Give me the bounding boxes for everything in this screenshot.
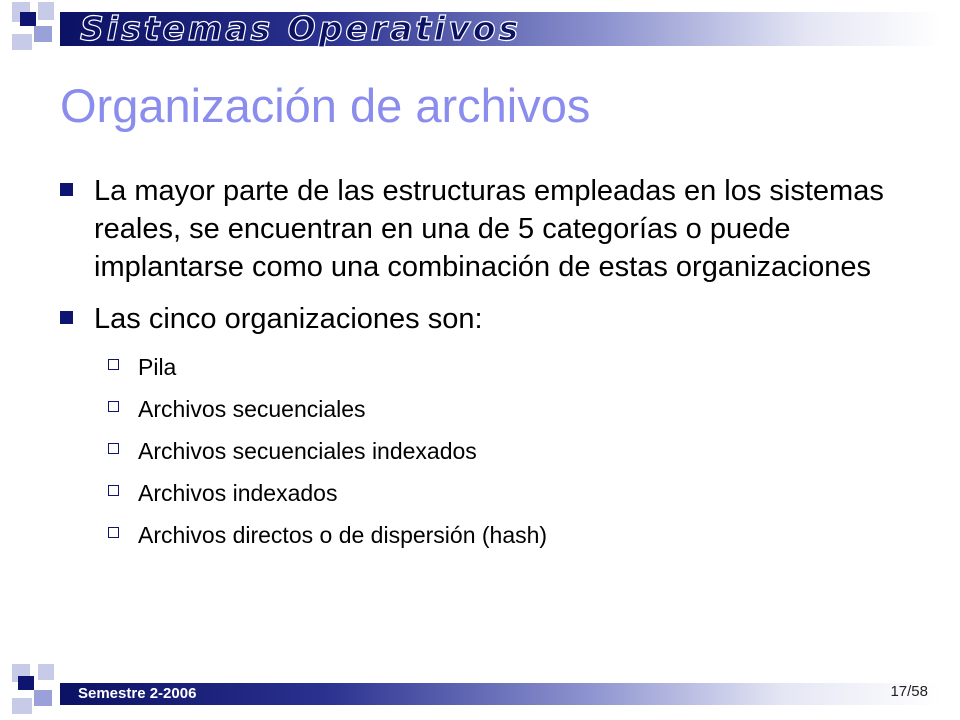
hollow-square-icon — [108, 401, 119, 412]
hollow-square-icon — [108, 527, 119, 538]
subbullet-item — [94, 346, 920, 388]
corner-square-top-light-3 — [12, 34, 32, 50]
hollow-square-icon — [108, 359, 119, 370]
subbullet-item — [94, 472, 920, 514]
corner-square-top-light-2 — [38, 2, 54, 20]
slide-title: Organización de archivos — [60, 79, 591, 132]
subbullet-item — [94, 388, 920, 430]
subbullet-text: Archivos secuenciales indexados — [138, 438, 477, 464]
bullet-text: Las cinco organizaciones son: — [94, 303, 483, 335]
hollow-square-icon — [108, 485, 119, 496]
corner-square-top-mid — [34, 26, 52, 42]
bullet-item — [60, 300, 920, 556]
corner-square-top-navy — [20, 12, 36, 26]
corner-square-bottom-light-2 — [38, 664, 54, 680]
header-banner-text: Sistemas Operativos — [80, 9, 522, 48]
footer-semester: Semestre 2-2006 — [78, 685, 197, 702]
subbullet-item — [94, 430, 920, 472]
hollow-square-icon — [108, 443, 119, 454]
bullet-item — [60, 172, 920, 286]
bullet-text: La mayor parte de las estructuras empleadas en los sistemas reales, se encuentran en una de 5 categorías o puede implantarse como una combinación de estas organizaciones — [94, 175, 884, 283]
subbullet-list — [94, 346, 920, 556]
corner-square-bottom-navy — [18, 676, 34, 690]
subbullet-item — [94, 514, 920, 556]
corner-square-bottom-mid — [34, 690, 52, 706]
bullet-list — [60, 172, 920, 556]
page-number: 17/58 — [890, 683, 928, 700]
subbullet-text: Archivos directos o de dispersión (hash) — [138, 522, 548, 548]
filled-square-icon — [60, 183, 73, 196]
subbullet-text: Archivos indexados — [138, 480, 338, 506]
subbullet-text: Pila — [138, 354, 177, 380]
corner-square-bottom-light-3 — [12, 698, 32, 714]
filled-square-icon — [60, 311, 73, 324]
subbullet-text: Archivos secuenciales — [138, 396, 366, 422]
